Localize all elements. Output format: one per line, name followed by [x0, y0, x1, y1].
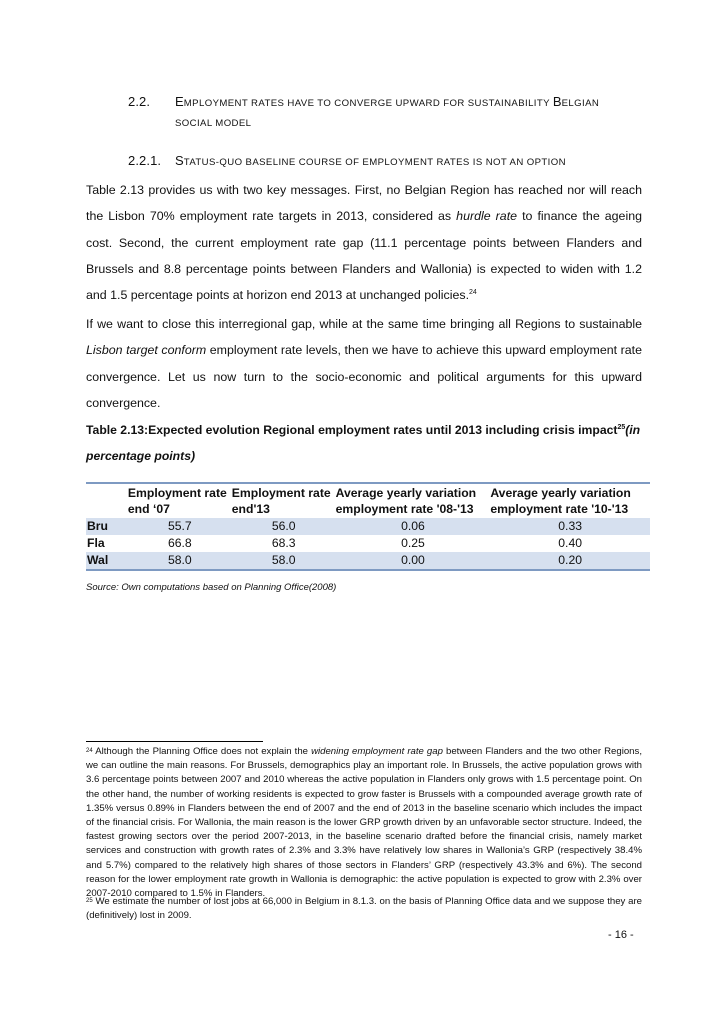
footnote-24-text-b: between Flanders and the two other Regions, we can outline the main reasons. For Brussels, demographics play an important role. In Brussels, the active population grows with 3.6 percentage points between 2007 and 2010 whereas the active population in Flanders only grows with 1.5 percentage point. On the other hand, the number of working residents is expected to grow faster is Brussels with a compounded average growth rate of 1.35% versus 0.89% in Flanders between the end of 2007 and the end of 2013 in the baseline scenario which includes the impact of the financial crisis. For Wallonia, the main reason is the lower GRP growth driven by an unfavorable sector structure. Indeed, the fastest growing sectors over the period 2007-2013, in the baseline scenario drafted before the financial crisis, namely market services and construction with growth rates of 2.3% and 3.3% have relatively low shares in Wallonia’s GRP (respectively 38.4% and 5.7%) compared to the relatively high shares of those sectors in Flanders’ GRP (respectively 43.3% and 6%). The second reason for the lower employment rate growth in Wallonia is demographic: the active population is expected to grow with 2.3% over 2007-2010 compared to 1.5% in Flanders.: [86, 746, 642, 900]
paragraph-1: [86, 177, 642, 308]
heading-2-2-text-end: ELGIAN: [561, 98, 600, 109]
heading-2-2-number: 2.2.: [128, 94, 151, 109]
footnote-25-number: 25: [86, 898, 93, 904]
footnote-25-text: We estimate the number of lost jobs at 66,000 in Belgium in 8.1.3. on the basis of Planning Office data and we suppose they are (definitively) lost in 2009.: [86, 896, 642, 922]
caption-italic: (in percentage points): [86, 423, 641, 463]
heading-2-2-initial: E: [175, 94, 184, 109]
table-cell: 0.33: [490, 518, 650, 535]
table-header-row: [86, 483, 650, 518]
table-header-col: Employment rate end'13: [232, 483, 336, 518]
footnote-separator: [86, 741, 263, 742]
footnote-ref-25[interactable]: 25: [617, 424, 626, 431]
footnote-25: [86, 895, 642, 923]
caption-text: Table 2.13:Expected evolution Regional employment rates until 2013 including crisis impact: [86, 423, 618, 437]
heading-2-2-1-title: [175, 153, 566, 168]
footnote-24-number: 24: [86, 748, 93, 754]
paragraph-2: [86, 311, 642, 416]
footnote-ref-24[interactable]: 24: [469, 289, 477, 297]
table-cell: 0.00: [336, 552, 491, 570]
table-cell: 0.40: [558, 536, 583, 550]
table-header-col: Employment rate end ‘07: [128, 483, 232, 518]
heading-2-2-1-initial: S: [175, 153, 184, 168]
heading-2-2-1-text: TATUS-QUO BASELINE COURSE OF EMPLOYMENT RATES IS NOT AN OPTION: [183, 157, 566, 168]
employment-rates-table: [86, 482, 650, 571]
table-cell: 58.0: [128, 552, 232, 570]
para1-italic: hurdle rate: [456, 209, 518, 224]
table-header-col: Average yearly variation employment rate '10-'13: [490, 483, 650, 518]
table-cell: 0.06: [336, 518, 491, 535]
table-cell: 0.20: [490, 552, 650, 570]
table-row-label: Wal: [86, 552, 128, 570]
para2-text-a: If we want to close this interregional gap, while at the same time bringing all Regions to sustainable: [86, 317, 642, 331]
table-cell: 58.0: [232, 552, 336, 570]
table-cell: 66.8: [167, 536, 192, 550]
table-cell: 68.3: [271, 536, 296, 550]
table-header-blank: [86, 483, 128, 518]
para1-text-a: Table 2.13 provides us with two key messages. First, no Belgian Region has reached nor will reach the Lisbon 70% employment rate targets in 2013, considered as: [86, 183, 642, 224]
table-cell: 56.0: [232, 518, 336, 535]
table-row: [86, 518, 650, 535]
para1-text-b: to finance the ageing cost. Second, the current employment rate gap (11.1 percentage points between Flanders and Brussels and 8.8 percentage points between Flanders and Wallonia) is expected to widen with 1.2 and 1.5 percentage points at horizon end 2013 at unchanged policies.: [86, 209, 642, 303]
table-cell: 0.25: [401, 536, 425, 550]
heading-2-2-text: MPLOYMENT RATES HAVE TO CONVERGE UPWARD FOR SUSTAINABILITY: [183, 98, 553, 109]
heading-2-2-title: [175, 94, 599, 109]
para2-italic: Lisbon target conform: [86, 343, 207, 358]
table-source: Source: Own computations based on Planning Office(2008): [86, 582, 337, 593]
page-number: - 16 -: [608, 929, 634, 941]
table-row-label: Bru: [86, 518, 128, 535]
footnote-24-text-a: Although the Planning Office does not explain the: [92, 746, 312, 757]
heading-2-2-initial-b: B: [552, 94, 562, 109]
table-row-label: Fla: [87, 536, 105, 550]
table-row: [86, 535, 650, 552]
heading-2-2-line2: SOCIAL MODEL: [175, 118, 252, 129]
table-cell: 55.7: [128, 518, 232, 535]
footnote-24-italic: widening employment rate gap: [311, 746, 443, 757]
footnote-24: [86, 745, 642, 901]
table-row: [86, 552, 650, 570]
heading-2-2-1-number: 2.2.1.: [128, 153, 162, 168]
table-header-col: Average yearly variation employment rate '08-'13: [336, 483, 491, 518]
para2-text-b: employment rate levels, then we have to achieve this upward employment rate convergence. Let us now turn to the socio-economic and political arguments for this upward convergence.: [86, 343, 642, 410]
table-caption: [86, 417, 642, 469]
